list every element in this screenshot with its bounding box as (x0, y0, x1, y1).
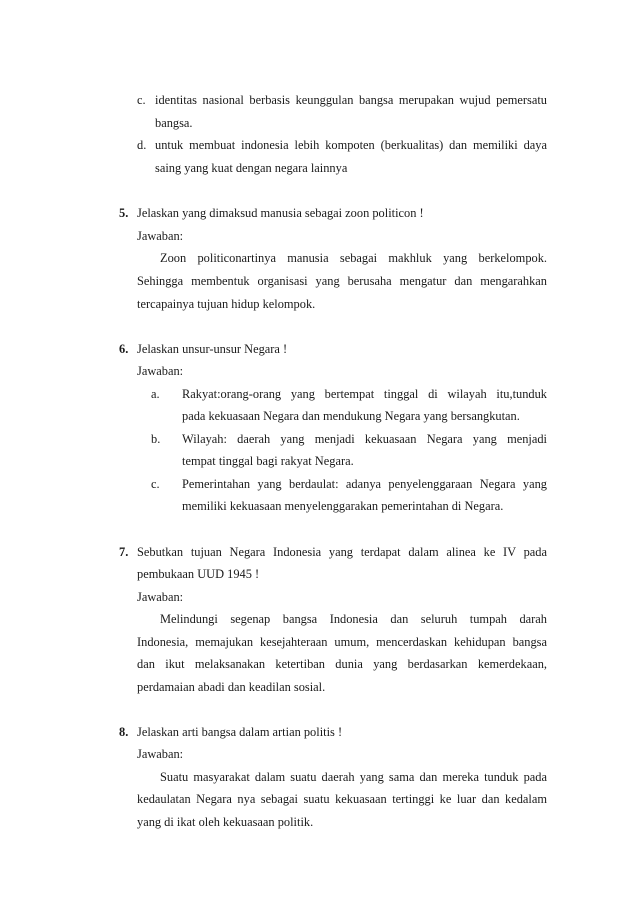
q7-answer-line: Indonesia, memajukan kesejahteraan umum, mencerdaskan kehidupan bangsa (137, 635, 547, 649)
q8-answer-line: yang di ikat oleh kekuasaan politik. (137, 815, 314, 829)
q6-item-a-line1: Rakyat:orang-orang yang bertempat tinggal di wilayah itu,tunduk (182, 387, 547, 401)
q5-number: 5. (119, 206, 129, 220)
q7-number: 7. (119, 545, 129, 559)
q7-answer-label: Jawaban: (137, 590, 184, 604)
q6-item-c-line2: memiliki kekuasaan menyelenggarakan pemerintahan di Negara. (182, 499, 504, 513)
intro-item-c-line2: bangsa. (155, 116, 193, 130)
intro-item-c-line1: identitas nasional berbasis keunggulan bangsa merupakan wujud pemersatu (155, 93, 547, 107)
q6-answer-label: Jawaban: (137, 364, 184, 378)
q6-item-a-line2: pada kekuasaan Negara dan mendukung Negara yang bersangkutan. (182, 409, 520, 423)
q5-answer-label: Jawaban: (137, 229, 184, 243)
q5-question: Jelaskan yang dimaksud manusia sebagai zoon politicon ! (137, 206, 424, 220)
q6-item-b-label: b. (151, 432, 161, 446)
q7-question-line: Sebutkan tujuan Negara Indonesia yang terdapat dalam alinea ke IV pada (137, 545, 547, 559)
q7-question-line: pembukaan UUD 1945 ! (137, 567, 260, 581)
q8-question: Jelaskan arti bangsa dalam artian politis ! (137, 725, 343, 739)
q8-answer-line: kedaulatan Negara nya sebagai suatu kekuasaan tertinggi ke luar dan kedalam (137, 792, 547, 806)
q6-number: 6. (119, 342, 129, 356)
intro-item-c-label: c. (137, 93, 146, 107)
q8-answer-line: Suatu masyarakat dalam suatu daerah yang sama dan mereka tunduk pada (160, 770, 547, 784)
intro-item-d-label: d. (137, 138, 147, 152)
intro-item-d-line1: untuk membuat indonesia lebih kompoten (berkualitas) dan memiliki daya (155, 138, 547, 152)
intro-item-d-line2: saing yang kuat dengan negara lainnya (155, 161, 348, 175)
q6-question: Jelaskan unsur-unsur Negara ! (137, 342, 288, 356)
q5-answer-line: Sehingga membentuk organisasi yang berusaha mengatur dan mengarahkan (137, 274, 547, 288)
q6-item-c-line1: Pemerintahan yang berdaulat: adanya penyelenggaraan Negara yang (182, 477, 547, 491)
q8-number: 8. (119, 725, 129, 739)
q6-item-c-label: c. (151, 477, 160, 491)
q6-item-a-label: a. (151, 387, 160, 401)
q5-answer-line: tercapainya tujuan hidup kelompok. (137, 297, 316, 311)
q6-item-b-line2: tempat tinggal bagi rakyat Negara. (182, 454, 354, 468)
q8-answer-label: Jawaban: (137, 747, 184, 761)
q5-answer-line: Zoon politiconartinya manusia sebagai makhluk yang berkelompok. (160, 251, 547, 265)
q7-answer-line: Melindungi segenap bangsa Indonesia dan seluruh tumpah darah (160, 612, 547, 626)
q7-answer-line: dan ikut melaksanakan ketertiban dunia yang berdasarkan kemerdekaan, (137, 657, 547, 671)
q7-answer-line: perdamaian abadi dan keadilan sosial. (137, 680, 326, 694)
q6-item-b-line1: Wilayah: daerah yang menjadi kekuasaan Negara yang menjadi (182, 432, 547, 446)
